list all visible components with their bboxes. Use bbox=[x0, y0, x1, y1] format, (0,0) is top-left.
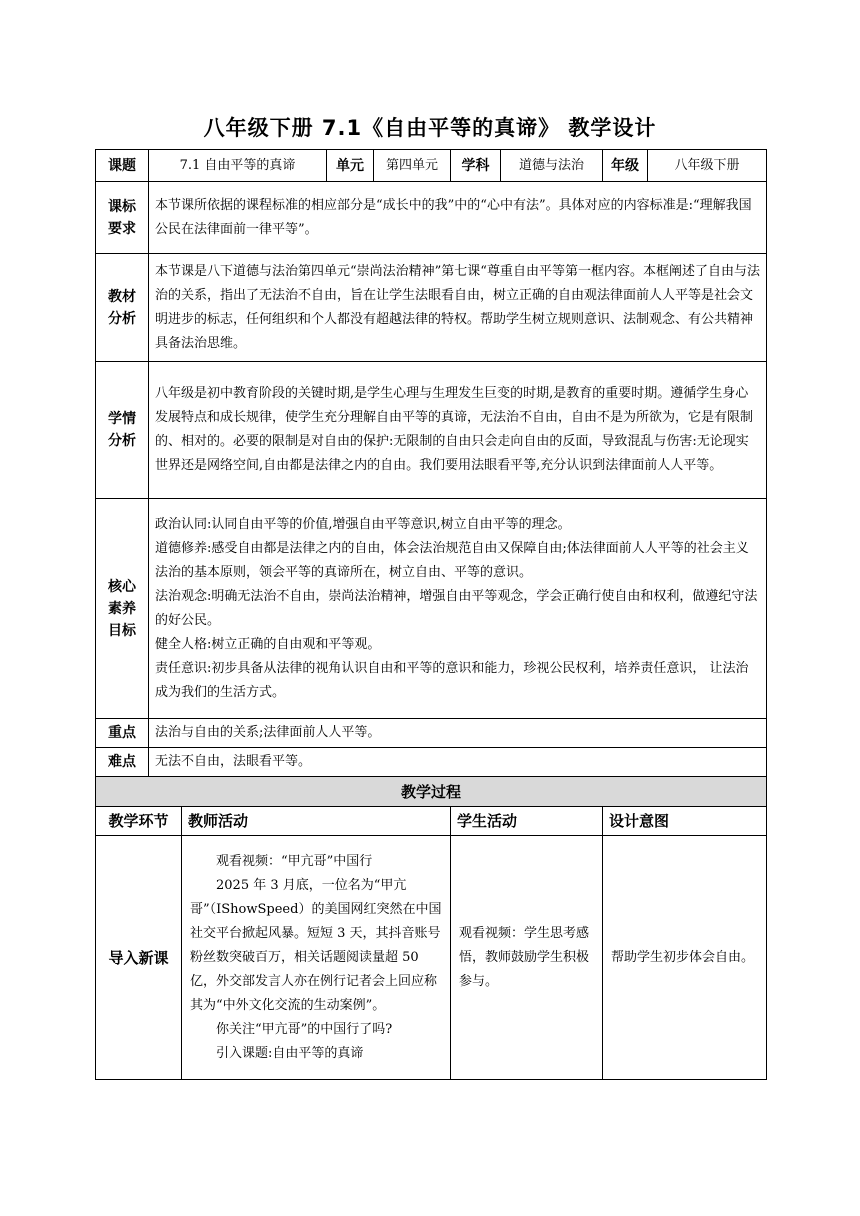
subject-value: 道德与法治 bbox=[501, 150, 603, 182]
goal-political: 政治认同:认同自由平等的价值,增强自由平等意识,树立自由平等的理念。 bbox=[155, 516, 571, 532]
goal-responsibility: 责任意识:初步具备从法律的视角认识自由和平等的意识和能力，珍视公民权利，培养责任意识， 让法治成为我们的生活方式。 bbox=[155, 660, 749, 700]
header-row bbox=[96, 150, 767, 182]
difficult-text: 无法不自由，法眼看平等。 bbox=[149, 748, 767, 777]
unit-label: 单元 bbox=[327, 150, 374, 182]
process-header-row bbox=[96, 807, 767, 836]
process-row-intro bbox=[96, 836, 767, 1080]
key-label: 重点 bbox=[96, 719, 149, 748]
col-intent-header: 设计意图 bbox=[603, 807, 767, 836]
lesson-label: 课题 bbox=[96, 150, 149, 182]
students-text: 八年级是初中教育阶段的关键时期,是学生心理与生理发生巨变的时期,是教育的重要时期。遵循学生身心发展特点和成长规律，使学生充分理解自由平等的真谛，无法治不自由，自由不是为所欲为，它是有限制的、相对的。必要的限制是对自由的保护:无限制的自由只会走向自由的反面，导致混乱与伤害:无论现实世界还是网络空间,自由都是法律之内的自由。我们要用法眼看平等,充分认识到法律面前人人平等。 bbox=[149, 362, 767, 499]
unit-value: 第四单元 bbox=[374, 150, 451, 182]
standard-row bbox=[96, 182, 767, 254]
subject-label: 学科 bbox=[451, 150, 501, 182]
goal-rule-of-law: 法治观念:明确无法治不自由，崇尚法治精神，增强自由平等观念，学会正确行使自由和权利，做遵纪守法的好公民。 bbox=[155, 588, 758, 628]
goals-label: 核心 素养 目标 bbox=[96, 499, 149, 719]
standard-label: 课标 要求 bbox=[96, 182, 149, 254]
key-text: 法治与自由的关系;法律面前人人平等。 bbox=[149, 719, 767, 748]
standard-text: 本节课所依据的课程标准的相应部分是“成长中的我”中的“心中有法”。具体对应的内容标准是:“理解我国公民在法律面前一律平等”。 bbox=[149, 182, 767, 254]
difficult-label: 难点 bbox=[96, 748, 149, 777]
students-label: 学情 分析 bbox=[96, 362, 149, 499]
teacher-activity-line: 2025 年 3 月底，一位名为“甲亢哥”（IShowSpeed）的美国网红突然在中国社交平台掀起风暴。短短 3 天，其抖音账号粉丝数突破百万，相关话题阅读量超 50 亿，外交部发言人亦在例行记者会上回应称其为“中外文化交流的生动案例”。 bbox=[190, 877, 442, 1013]
grade-value: 八年级下册 bbox=[648, 150, 767, 182]
design-intent: 帮助学生初步体会自由。 bbox=[603, 836, 767, 1080]
teacher-activity bbox=[182, 836, 451, 1080]
teacher-activity-line: 你关注“甲亢哥”的中国行了吗? bbox=[216, 1021, 393, 1037]
student-activity: 观看视频：学生思考感悟，教师鼓励学生积极参与。 bbox=[451, 836, 603, 1080]
process-section-title: 教学过程 bbox=[96, 777, 767, 807]
stage-intro: 导入新课 bbox=[96, 836, 182, 1080]
lesson-value: 7.1 自由平等的真谛 bbox=[149, 150, 327, 182]
key-row bbox=[96, 719, 767, 748]
difficult-row bbox=[96, 748, 767, 777]
col-student-header: 学生活动 bbox=[451, 807, 603, 836]
process-section-row bbox=[96, 777, 767, 807]
teacher-activity-line: 引入课题:自由平等的真谛 bbox=[216, 1045, 364, 1061]
page-title: 八年级下册 7.1《自由平等的真谛》 教学设计 bbox=[203, 116, 657, 140]
lesson-plan-table bbox=[95, 149, 767, 1080]
col-stage-header: 教学环节 bbox=[96, 807, 182, 836]
grade-label: 年级 bbox=[603, 150, 648, 182]
material-text: 本节课是八下道德与法治第四单元“崇尚法治精神”第七课“尊重自由平等第一框内容。本框阐述了自由与法治的关系，指出了无法治不自由，旨在让学生法眼看自由，树立正确的自由观法律面前人人平等是社会文明进步的标志，任何组织和个人都没有超越法律的特权。帮助学生树立规则意识、法制观念、有公共精神具备法治思维。 bbox=[149, 254, 767, 362]
goal-personality: 健全人格:树立正确的自由观和平等观。 bbox=[155, 636, 381, 652]
material-row bbox=[96, 254, 767, 362]
goals-row bbox=[96, 499, 767, 719]
material-label: 教材 分析 bbox=[96, 254, 149, 362]
goals-list bbox=[149, 499, 767, 719]
students-row bbox=[96, 362, 767, 499]
teacher-activity-line: 观看视频：“甲亢哥”中国行 bbox=[216, 853, 373, 869]
goal-moral: 道德修养:感受自由都是法律之内的自由，体会法治规范自由又保障自由;体法律面前人人平等的社会主义法治的基本原则，领会平等的真谛所在，树立自由、平等的意识。 bbox=[155, 540, 749, 580]
col-teacher-header: 教师活动 bbox=[182, 807, 451, 836]
